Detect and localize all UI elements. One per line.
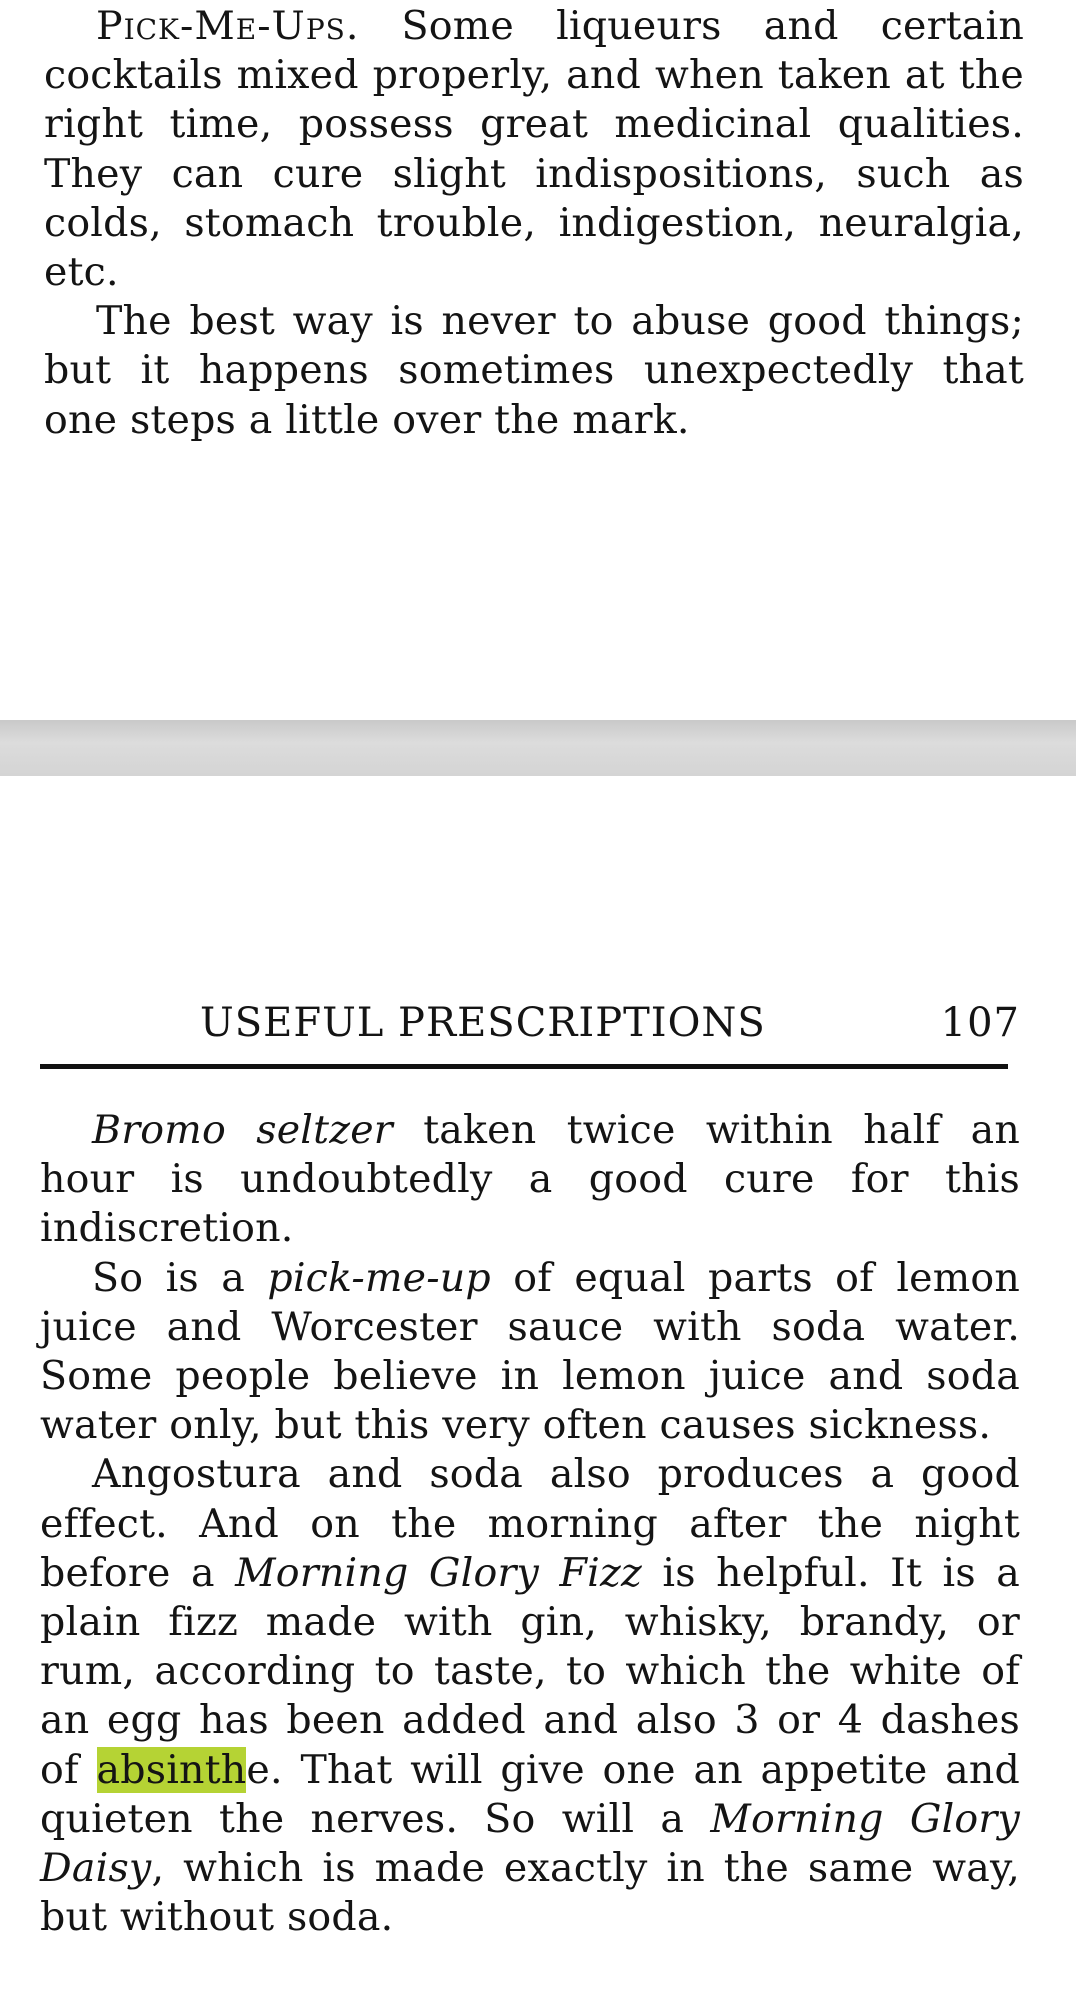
paragraph-angostura: [40, 1450, 1020, 1942]
running-head: [200, 1000, 1020, 1050]
paragraph-text: taken twice within half an hour is undoubtedly a good cure for this indiscretion.: [40, 1107, 1020, 1252]
paragraph-bromo: [40, 1106, 1020, 1254]
search-highlight[interactable]: absinth: [96, 1746, 247, 1793]
paragraph-text: e. That will give one an appetite and quieten the nerves. So will a: [40, 1746, 1020, 1842]
italic-term: Morning Glory Daisy: [40, 1795, 1020, 1892]
page-bottom: [0, 776, 1076, 1998]
page-separator: [0, 720, 1076, 776]
italic-term: Bromo seltzer: [92, 1107, 393, 1153]
paragraph-text: Some liqueurs and certain cocktails mixed properly, and when taken at the right time, possess great medicinal qualities. They can cure slight indispositions, such as colds, stomach trouble, indigestion, neuralgia, etc.: [44, 3, 1024, 296]
paragraph-text: So is a: [92, 1254, 268, 1301]
italic-term: Morning Glory Fizz: [235, 1549, 642, 1596]
paragraph-text: , which is made exactly in the same way, but without soda.: [40, 1845, 1020, 1941]
paragraph-pick-me-up: [40, 1254, 1020, 1451]
italic-term: pick-me-up: [267, 1254, 491, 1301]
paragraph-pick-me-ups: [44, 2, 1024, 297]
page-top: [0, 0, 1076, 720]
section-lead: Pick-Me-Ups.: [96, 3, 360, 49]
paragraph-text: of equal parts of lemon juice and Worcester sauce with soda water. Some people believe in lemon juice and soda water only, but this very often causes sickness.: [40, 1254, 1021, 1449]
paragraph-text: Angostura and soda also produces a good effect. And on the morning after the night before a: [40, 1451, 1020, 1596]
header-rule: [40, 1064, 1008, 1069]
page-top-text: [44, 2, 1024, 445]
page-bottom-text: [40, 1106, 1020, 1942]
paragraph-text: is helpful. It is a plain fizz made with gin, whisky, brandy, or rum, according to taste, to which the white of an egg has been added and also 3 or 4 dashes of: [40, 1549, 1020, 1793]
running-head-title: USEFUL PRESCRIPTIONS: [200, 1000, 766, 1046]
page-number: 107: [940, 1000, 1020, 1046]
paragraph-abuse: The best way is never to abuse good things; but it happens sometimes unexpectedly that one steps a little over the mark.: [44, 298, 1024, 443]
